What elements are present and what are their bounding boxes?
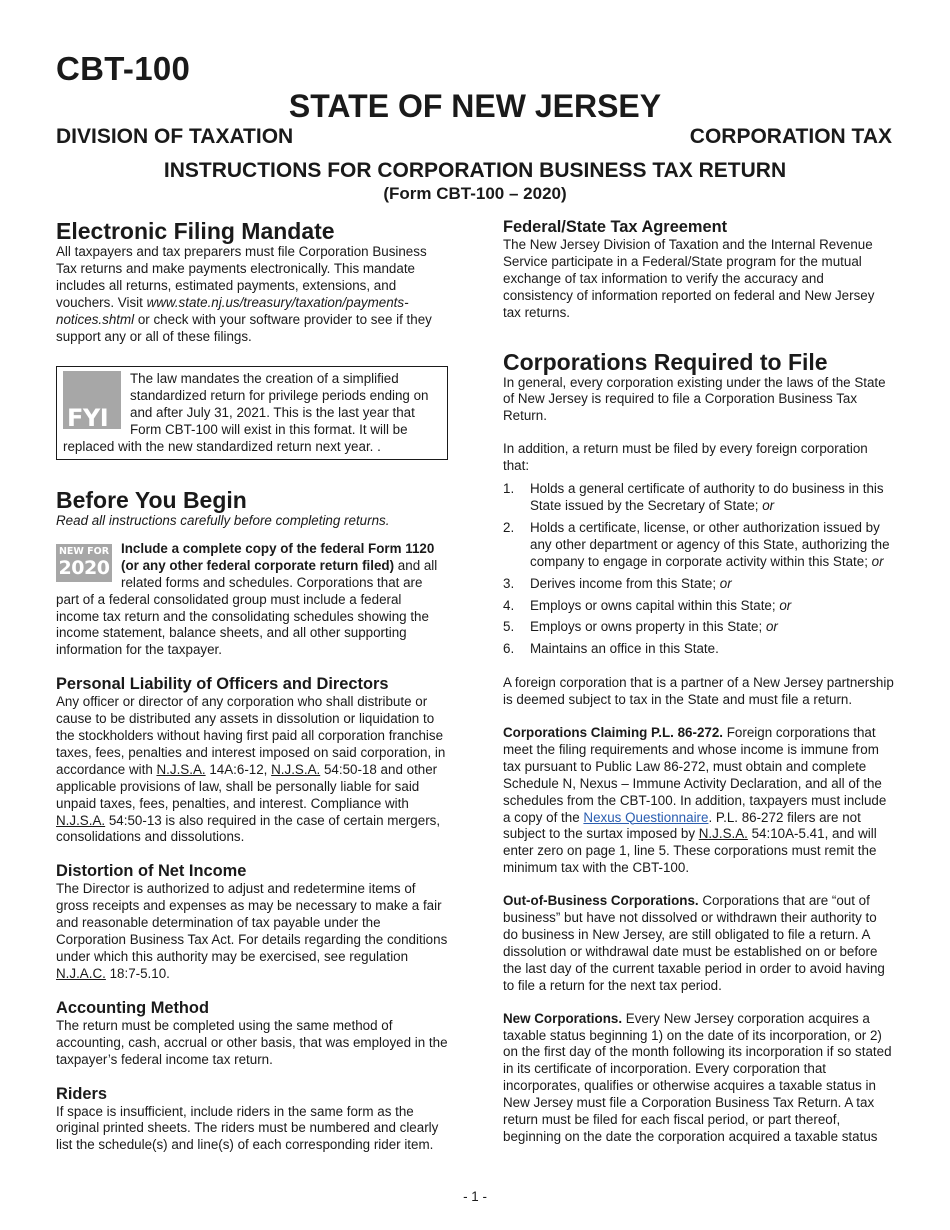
list-item: 5. Employs or owns property in this State; or <box>503 619 778 635</box>
list-item: 2. Holds a certificate, license, or other authorization issued by any other department or agency of this State, authorizing the company to engage in corporate activity within this State; or <box>503 519 890 569</box>
fyi-notice <box>56 366 448 460</box>
pl86-272-paragraph: Corporations Claiming P.L. 86-272. Foreign corporations that meet the filing requirements and whose income is immune from tax pursuant to Public Law 86-272, must obtain and complete Schedule N, Nexus – Immune Activity Declaration, and all of the schedules from the CBT-100. In addition, taxpayers must include a copy of the Nexus Questionnaire. P.L. 86-272 filers are not subject to the surtax imposed by N.J.S.A. 54:10A-5.41, and will enter zero on page 1, line 5. These corporations must remit the minimum tax with the CBT-100. <box>503 725 887 876</box>
efm-url[interactable]: www.state.nj.us/treasury/taxation/payments-notices.shtml <box>56 294 409 327</box>
left-column <box>56 218 448 1154</box>
efm-paragraph: All taxpayers and tax preparers must file Corporation Business Tax returns and make payments electronically. This mandate includes all returns, estimated payments, extensions, and vouchers. Visit www.state.nj.us/treasury/taxation/payments-notices.shtml or check with your software provider to see if they support any or all of these filings. <box>56 244 432 344</box>
personal-liability-heading: Personal Liability of Officers and Directors <box>56 675 389 694</box>
distortion-heading: Distortion of Net Income <box>56 862 247 881</box>
tax-type-label: CORPORATION TAX <box>689 125 892 148</box>
division-label: DIVISION OF TAXATION <box>56 125 294 148</box>
right-column <box>503 218 895 1146</box>
list-item: 1. Holds a general certificate of authority to do business in this State issued by the Secretary of State; or <box>503 481 884 513</box>
page-number: - 1 - <box>463 1189 487 1204</box>
foreign-corp-requirements <box>503 481 895 658</box>
accounting-paragraph: The return must be completed using the same method of accounting, cash, accrual or other basis, that was employed in the taxpayer’s federal income tax return. <box>56 1017 448 1067</box>
state-title: STATE OF NEW JERSEY <box>288 88 662 124</box>
accounting-heading: Accounting Method <box>56 998 209 1017</box>
byb-paragraph: NEW FOR 2020 Include a complete copy of the federal Form 1120 (or any other federal corporate return filed) and all related forms and schedules. Corporations that are part of a federal consolidated group must include a federal income tax return and the consolidating schedules showing the income statement, balance sheets, and all other supporting information for the taxpayer. <box>56 540 438 658</box>
federal-state-heading: Federal/State Tax Agreement <box>503 218 728 236</box>
byb-heading: Before You Begin <box>56 486 247 513</box>
fyi-text: The law mandates the creation of a simplified standardized return for privilege periods ending on and after July 31, 2021. This is the last year that Form CBT-100 will exist in this format. It will be replaced with the new standardized return next year. . <box>63 371 429 455</box>
new-corporations-paragraph: New Corporations. Every New Jersey corporation acquires a taxable status beginning 1) on the date of its incorporation, or 2) on the first day of the month following its incorporation if so stated in its certificate of incorporation. Every corporation that incorporates, qualifies or otherwise acquires a taxable status in New Jersey must file a Corporation Business Tax Return. A tax return must be filed for each fiscal period, or part thereof, beginning on the date the corporation acquired a taxable status <box>503 1010 892 1144</box>
nexus-questionnaire-link[interactable]: Nexus Questionnaire <box>583 809 709 825</box>
fyi-icon: FYI <box>63 371 121 429</box>
personal-liability-paragraph: Any officer or director of any corporation who shall distribute or cause to be distributed any assets in dissolution or liquidation to the stockholders without having first paid all corporation franchise taxes, fees, penalties and interest imposed on said corporation, in accordance with N.J.S.A. 14A:6-12, N.J.S.A. 54:50-18 and other applicable provisions of law, shall be personally liable for said unpaid taxes, fees, penalties, and interest. Compliance with N.J.S.A. 54:50-13 is also required in the case of certain mergers, consolidations and dissolutions. <box>56 694 446 845</box>
foreign-corp-paragraph: In addition, a return must be filed by every foreign corporation that: <box>503 441 868 474</box>
out-of-business-paragraph: Out-of-Business Corporations. Corporations that are “out of business” but have not dissolved or withdrawn their authority to do business in New Jersey, are still obligated to file a return. A dissolution or withdrawal date must be established on or before the last day of the current taxable period in order to avoid having to file a return for the next tax period. <box>503 893 885 993</box>
list-item: 4. Employs or owns capital within this State; or <box>503 597 792 613</box>
instructions-subtitle: (Form CBT-100 – 2020) <box>383 184 567 203</box>
required-to-file-paragraph: In general, every corporation existing under the laws of the State of New Jersey is required to file a Corporation Business Tax Return. <box>503 374 886 424</box>
partner-paragraph: A foreign corporation that is a partner of a New Jersey partnership is deemed subject to tax in the State and must file a return. <box>503 675 894 708</box>
riders-paragraph: If space is insufficient, include riders in the same form as the original printed sheets. The riders must be numbered and clearly list the schedule(s) and line(s) of each corresponding rider item. <box>56 1103 439 1153</box>
instructions-title: INSTRUCTIONS FOR CORPORATION BUSINESS TAX RETURN <box>163 159 787 182</box>
required-to-file-heading: Corporations Required to File <box>503 348 828 375</box>
distortion-paragraph: The Director is authorized to adjust and redetermine items of gross receipts and expenses as may be necessary to make a fair and reasonable determination of tax payable under the Corporation Business Tax Act. For details regarding the conditions under which this authority may be exercised, see regulation N.J.A.C. 18:7-5.10. <box>56 881 448 981</box>
federal-state-paragraph: The New Jersey Division of Taxation and the Internal Revenue Service participate in a Federal/State program for the mutual exchange of tax information to verify the accuracy and consistency of information reported on federal and New Jersey tax returns. <box>503 237 875 320</box>
byb-note: Read all instructions carefully before completing returns. <box>56 512 390 528</box>
riders-heading: Riders <box>56 1084 108 1103</box>
list-item: 3. Derives income from this State; or <box>503 575 732 591</box>
new-for-2020-icon: NEW FOR 2020 <box>56 544 112 582</box>
efm-heading: Electronic Filing Mandate <box>56 218 335 244</box>
form-id: CBT-100 <box>56 50 191 87</box>
list-item: 6. Maintains an office in this State. <box>503 641 719 657</box>
